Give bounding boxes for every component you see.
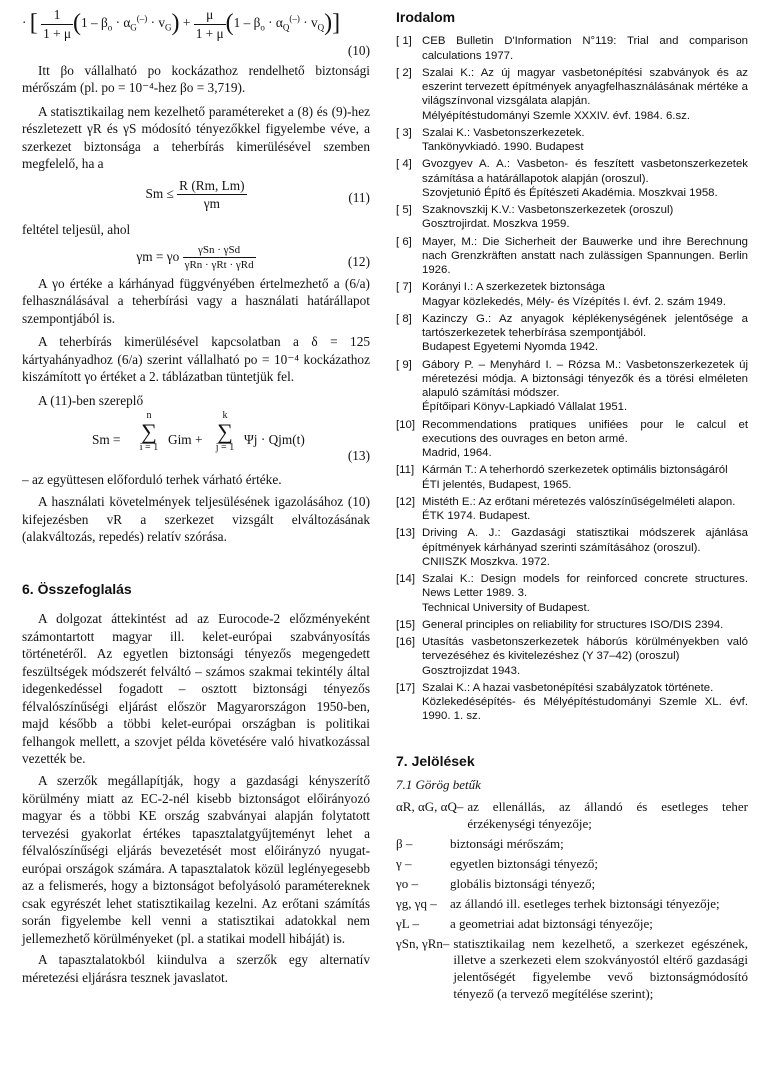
reference-line: Szaknovszkij K.V.: Vasbetonszerkezetek (oroszul) <box>422 204 674 217</box>
section-heading: 7. Jelölések <box>396 752 475 769</box>
reference-line: Mélyépítéstudományi Szemle XXXIV. évf. 1984. 6.sz. <box>422 109 691 122</box>
reference-item <box>396 495 748 524</box>
symbol-description: biztonsági mérőszám; <box>450 836 564 852</box>
reference-item <box>396 66 748 123</box>
reference-line: CNIISZK Moszkva. 1972. <box>422 555 550 568</box>
reference-number: [ 2] <box>396 66 412 79</box>
reference-line: Mistéth E.: Az erőtani méretezés valószínűségelméleti alapon. <box>422 495 736 508</box>
paragraph: A statisztikailag nem kezelhető paramétereket a (8) és (9)-hez részletezett γR és γS módosító tényezőkkel figyelembe véve, a szerkezet biztonsága a teherbírás kimerülésével szemben megfelelő, ha a <box>22 103 370 172</box>
right-column <box>396 0 748 1006</box>
reference-line: Utasítás vasbetonszerkezetek háborús körülményekben való tervezéséhez és kivitelezéshez (Y 37–42) (oroszul) <box>422 636 748 663</box>
reference-line: Magyar közlekedés, Mély- és Vízépítés I. évf. 2. szám 1949. <box>422 295 726 308</box>
symbol-key: γ – <box>396 856 412 872</box>
eq11-number: (11) <box>348 189 370 205</box>
reference-line: Recommendations pratiques unifiées pour le calcul et executions des ouvrages en beton armé. <box>422 418 748 445</box>
reference-line: Építőipari Könyv-Lapkiadó Vállalat 1951. <box>422 401 628 414</box>
reference-list <box>396 34 748 723</box>
symbol-list <box>396 799 748 1003</box>
symbol-description: az ellenállás, az állandó és esetleges teher érzékenységi tényezője; <box>467 799 748 832</box>
symbol-description: egyetlen biztonsági tényező; <box>450 856 599 872</box>
reference-line: Szovjetunió Építő és Építészeti Akadémia. Moszkvai 1958. <box>422 186 718 199</box>
reference-number: [ 5] <box>396 204 412 217</box>
symbol-item <box>396 916 748 933</box>
symbol-description: globális biztonsági tényező; <box>450 875 596 891</box>
reference-item <box>396 312 748 355</box>
eq12-number: (12) <box>347 253 370 269</box>
symbol-item <box>396 856 748 873</box>
reference-item <box>396 157 748 200</box>
reference-number: [ 6] <box>396 235 412 248</box>
reference-number: [15] <box>396 618 415 631</box>
reference-number: [ 8] <box>396 312 412 325</box>
symbol-description: statisztikailag nem kezelhető, a szerkezet egészének, illetve a szerkezeti elem szokványostól eltérő gazdasági jelentőségét figyelembe vevő biztonságmódosító tényező (a tervező megítélése szerint); <box>453 935 748 1002</box>
reference-item <box>396 203 748 232</box>
reference-line: Szalai K.: Az új magyar vasbetonépítési szabványok és az eszerint tervezett építmények anyagfelhasználásának mértéke a világszínvonal vizsgálata alapján. <box>422 66 748 108</box>
symbol-key: γSn, γRn– <box>396 935 450 951</box>
reference-line: Közlekedésépítés- és Mélyépítéstudományi Szemle XL. évf. 1990. 1. sz. <box>422 696 748 723</box>
reference-item <box>396 280 748 309</box>
reference-number: [ 4] <box>396 158 412 171</box>
reference-item <box>396 526 748 569</box>
reference-line: Kármán T.: A teherhordó szerkezetek optimális biztonságáról <box>422 464 728 477</box>
reference-line: Budapest Egyetemi Nyomda 1942. <box>422 341 599 354</box>
reference-number: [12] <box>396 495 415 508</box>
symbol-key: γo – <box>396 875 418 891</box>
reference-line: Szalai K.: Design models for reinforced concrete structures. News Letter 1989. 3. <box>422 573 748 600</box>
reference-item <box>396 681 748 724</box>
paragraph: A használati követelmények teljesülésének igazolásához (10) kifejezésben vR a szerkezet vizsgált elváltozásának (alakváltozás, repedés) relatív szórása. <box>22 493 370 545</box>
reference-line: General principles on reliability for structures ISO/DIS 2394. <box>422 618 724 631</box>
reference-number: [13] <box>396 527 415 540</box>
symbol-item <box>396 799 748 833</box>
reference-number: [ 7] <box>396 281 412 294</box>
reference-item <box>396 34 748 63</box>
reference-item <box>396 618 748 632</box>
reference-item <box>396 126 748 155</box>
reference-line: CEB Bulletin D'Information N°119: Trial and comparison calculations 1977. <box>422 35 748 62</box>
reference-item <box>396 418 748 461</box>
reference-number: [17] <box>396 681 415 694</box>
reference-line: Kazinczy G.: Az anyagok képlékenységének jelentősége a tartószerkezetek teherbírása szempontjából. <box>422 312 748 340</box>
paragraph: A γo értéke a kárhányad függvényében értelmezhető a (6/a) felhasználásával a teherbírási vagy a használati határállapot szempontjából is. <box>22 275 370 326</box>
reference-item <box>396 235 748 278</box>
reference-number: [ 9] <box>396 358 412 371</box>
reference-line: ÉTI jelentés, Budapest, 1965. <box>422 478 572 491</box>
eq13-number: (13) <box>347 448 370 464</box>
reference-line: ÉTK 1974. Budapest. <box>422 510 531 523</box>
reference-number: [ 1] <box>396 35 412 48</box>
reference-item <box>396 572 748 615</box>
symbol-item <box>396 876 748 893</box>
symbol-key: γL – <box>396 915 419 931</box>
reference-line: Szalai K.: A hazai vasbetonépítési szabályzatok története. <box>422 681 714 694</box>
paragraph: feltétel teljesül, ahol <box>22 222 131 238</box>
symbol-key: γg, γq – <box>396 895 437 911</box>
reference-number: [10] <box>396 418 415 431</box>
reference-line: Mayer, M.: Die Sicherheit der Bauwerke und ihre Berechnung nach Grenzkräften anstatt nach zulässigen Spannungen. Berlin 1926. <box>422 235 748 277</box>
symbol-item <box>396 896 748 913</box>
symbol-item <box>396 936 748 1004</box>
reference-line: Gosztrojirdat. Moszkva 1959. <box>422 218 570 231</box>
reference-line: Madrid, 1964. <box>422 447 492 460</box>
reference-number: [14] <box>396 573 415 586</box>
reference-number: [11] <box>396 464 415 477</box>
reference-item <box>396 358 748 415</box>
reference-line: Korányi I.: A szerkezetek biztonsága <box>422 281 605 294</box>
symbol-item <box>396 836 748 853</box>
equation-11: Sm ≤ $\frac{R (Rm, Lm)}{\gamma m}$ (11) <box>145 177 370 212</box>
paragraph: Itt βo vállalható po kockázathoz rendelhető biztonsági mérőszám (pl. po = 10⁻⁴-hez βo = 3,719). <box>22 62 370 96</box>
paragraph: A teherbírás kimerülésével kapcsolatban a δ = 125 kártyahányadhoz (6/a) szerint vállalható po = 10⁻⁴ kockázathoz kiszámított γo értéket a 2. táblázatban tüntetjük fel. <box>22 334 370 385</box>
paragraph: A szerzők megállapítják, hogy a gazdasági kényszerítő körülmény miatt az EC-2-nél kisebb biztonságot előirányozó magyar és a többi KE ország szabványai alapján folytatott tervezési gyakorlat értékes tapasztalatgyűjteményt lehet a félvalószínűségi eljárás bevezetését most előirányzó nyugat-európai országok számára. A tapasztalatok közül leglényegesebb az a felismerés, hogy a biztonságot befolyásoló paramétereknek csak egyrészét lehet statisztikailag kezelni. Az erőtani számítás során figyelembe kell venni a statisztikai adatokkal nem jellemezhető körülményeket (pl. a statikai modell hibáját) is. <box>22 773 370 946</box>
equation-13: Sm = n ∑ i = 1 Gim + k ∑ j = 1 Ψj · Qjm(t) (13) <box>92 410 370 464</box>
reference-number: [16] <box>396 636 415 649</box>
reference-line: Tankönyvkiadó. 1990. Budapest <box>422 141 584 154</box>
eq10-body: · [ $\frac{1}{1 + \mu}$ $(1 - \beta_o \cdot \alpha_G^{(-)} \cdot v_G)$ + $\frac{\mu}{1 + \mu}$ $(1 - \beta_o \cdot \alpha_Q^{(-)} \cdot v_Q)$] <box>22 7 341 41</box>
paragraph: A tapasztalatokból kiindulva a szerzők egy alternatív méretezési eljárásra tesznek javaslatot. <box>22 952 370 986</box>
paragraph: A dolgozat áttekintést ad az Eurocode-2 előzményeként számontartott magyar ill. kelet-európai szabványosítás történetéről. Az egyetlen biztonsági tényezős megengedett feszültségek módszerét felváltó – számos szakmai tekintély által idegenkedéssel fogadott – osztott biztonsági tényezős félvalószínűségi eljárást először Magyarországon 1950-ben, majd később a többi kelet-európai országban is politikai felhangok mellett, a szovjet példa követésére való hivatkozással vezették be. <box>22 611 370 767</box>
subsection-heading: 7.1 Görög betűk <box>396 777 481 793</box>
section-heading: 6. Összefoglalás <box>22 580 132 597</box>
reference-line: Gvozgyev A. A.: Vasbeton- és feszített vasbetonszerkezetek számítása a határállapotok alapján (oroszul). <box>422 158 748 185</box>
references-heading: Irodalom <box>396 9 456 25</box>
reference-number: [ 3] <box>396 126 412 139</box>
reference-line: Driving A. J.: Gazdasági statisztikai módszerek ajánlása építmények kárhányad szerinti számításához (oroszul). <box>422 527 748 554</box>
reference-item <box>396 635 748 678</box>
equation-12: γm = γo $\frac{\text{γSn · γSd}}{\text{γRn · γRt · γRd}}$ (12) <box>136 243 370 272</box>
symbol-key: αR, αG, αQ– <box>396 799 464 815</box>
eq10-number: (10) <box>347 43 370 59</box>
symbol-description: az állandó ill. esetleges terhek biztonsági tényezője; <box>450 895 720 911</box>
equation-10 <box>22 2 370 60</box>
symbol-key: β – <box>396 836 413 852</box>
paragraph: – az együttesen előforduló terhek várható értéke. <box>22 472 282 488</box>
symbol-description: a geometriai adat biztonsági tényezője; <box>450 915 653 931</box>
reference-line: Gosztrojizdat 1943. <box>422 664 521 677</box>
reference-line: Technical University of Budapest. <box>422 601 590 614</box>
reference-line: Gábory P. – Menyhárd I. – Rózsa M.: Vasbetonszerkezetek új méretezési módja. A biztonsági tényezők és a törési elméleten alapuló számítási módszer. <box>422 358 748 400</box>
left-column <box>22 0 370 987</box>
reference-item <box>396 463 748 492</box>
paragraph: A (11)-ben szereplő <box>38 392 144 408</box>
reference-line: Szalai K.: Vasbetonszerkezetek. <box>422 126 585 139</box>
